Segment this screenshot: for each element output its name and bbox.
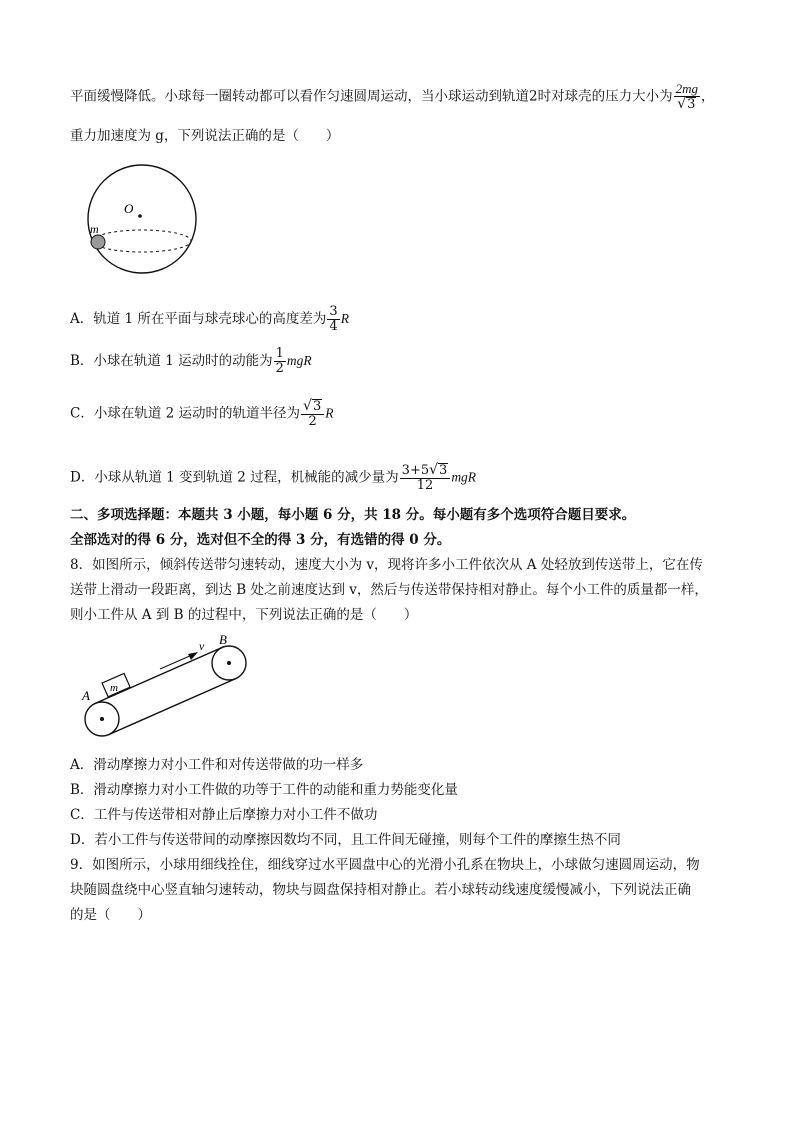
- center-label-O: O: [124, 201, 134, 216]
- q8-option-C: C．工件与传送带相对静止后摩擦力对小工件不做功: [70, 807, 378, 823]
- q9-stem-line1: 9．如图所示，小球用细线拴住，细线穿过水平圆盘中心的光滑小孔系在物块上，小球做匀速圆周运动，物: [70, 857, 700, 873]
- q8-stem-line1: 8．如图所示，倾斜传送带匀速转动，速度大小为 v，现将许多小工件依次从 A 处轻放到传送带上，它在传: [70, 557, 703, 573]
- q7-option-B: B．小球在轨道 1 运动时的动能为 $\frac{1}{2}$ mgR: [70, 346, 312, 376]
- q9-stem-line3: 的是（ ）: [70, 907, 151, 923]
- q7-stem-line1: 平面缓慢降低。小球每一圈转动都可以看作匀速圆周运动，当小球运动到轨道2时对球壳的压力大小为 2mg √ 3 ，: [70, 81, 715, 112]
- q8-stem-line2: 送带上滑动一段距离，到达 B 处之前速度达到 v，然后与传送带保持相对静止。每个小工件的质量都一样，: [70, 582, 708, 598]
- track-ellipse-back: [93, 230, 191, 241]
- point-label-B: B: [219, 632, 227, 647]
- belt-top: [95, 648, 222, 704]
- q7-option-A: A．轨道 1 所在平面与球壳球心的高度差为 $\frac{3}{4}$ R: [70, 304, 349, 334]
- upper-pulley-axle: [227, 661, 231, 665]
- sphere-outline: [88, 165, 196, 273]
- q8-option-B: B．滑动摩擦力对小工件做的功等于工件的动能和重力势能变化量: [70, 782, 458, 798]
- lower-pulley-axle: [100, 717, 104, 721]
- conveyor-belt-figure: [76, 630, 256, 742]
- q7-option-C: C．小球在轨道 2 运动时的轨道半径为 √ 3 2 R: [70, 398, 334, 429]
- center-point: [138, 214, 142, 218]
- velocity-label-v: v: [199, 639, 205, 653]
- sphere-shell-figure: [78, 158, 210, 282]
- track-ellipse-front: [93, 241, 191, 252]
- q8-option-D: D．若小工件与传送带间的动摩擦因数均不同，且工件间无碰撞，则每个工件的摩擦生热不同: [70, 832, 621, 848]
- q7-stem-fraction: 2mg √ 3: [675, 81, 698, 112]
- q7-option-D: D．小球从轨道 1 变到轨道 2 过程，机械能的减少量为 3+5 √ 3 12 mgR: [70, 462, 477, 493]
- point-label-A: A: [82, 688, 90, 703]
- q8-option-A: A．滑动摩擦力对小工件和对传送带做的功一样多: [70, 757, 364, 773]
- q9-stem-line2: 块随圆盘绕中心竖直轴匀速转动，物块与圆盘保持相对静止。若小球转动线速度缓慢减小，下列说法正确: [70, 882, 691, 898]
- section2-heading-line2: 全部选对的得 6 分，选对但不全的得 3 分，有选错的得 0 分。: [70, 532, 451, 548]
- ball-m: [91, 235, 105, 249]
- ball-label-m: m: [90, 222, 99, 236]
- q8-stem-line3: 则小工件从 A 到 B 的过程中，下列说法正确的是（ ）: [70, 607, 418, 623]
- q7-stem-line2: 重力加速度为 g，下列说法正确的是（ ）: [70, 128, 340, 144]
- section2-heading-line1: 二、多项选择题：本题共 3 小题，每小题 6 分，共 18 分。每小题有多个选项符合题目要求。: [70, 507, 636, 523]
- block-label-m: m: [110, 682, 118, 694]
- velocity-arrow-shaft: [160, 655, 192, 669]
